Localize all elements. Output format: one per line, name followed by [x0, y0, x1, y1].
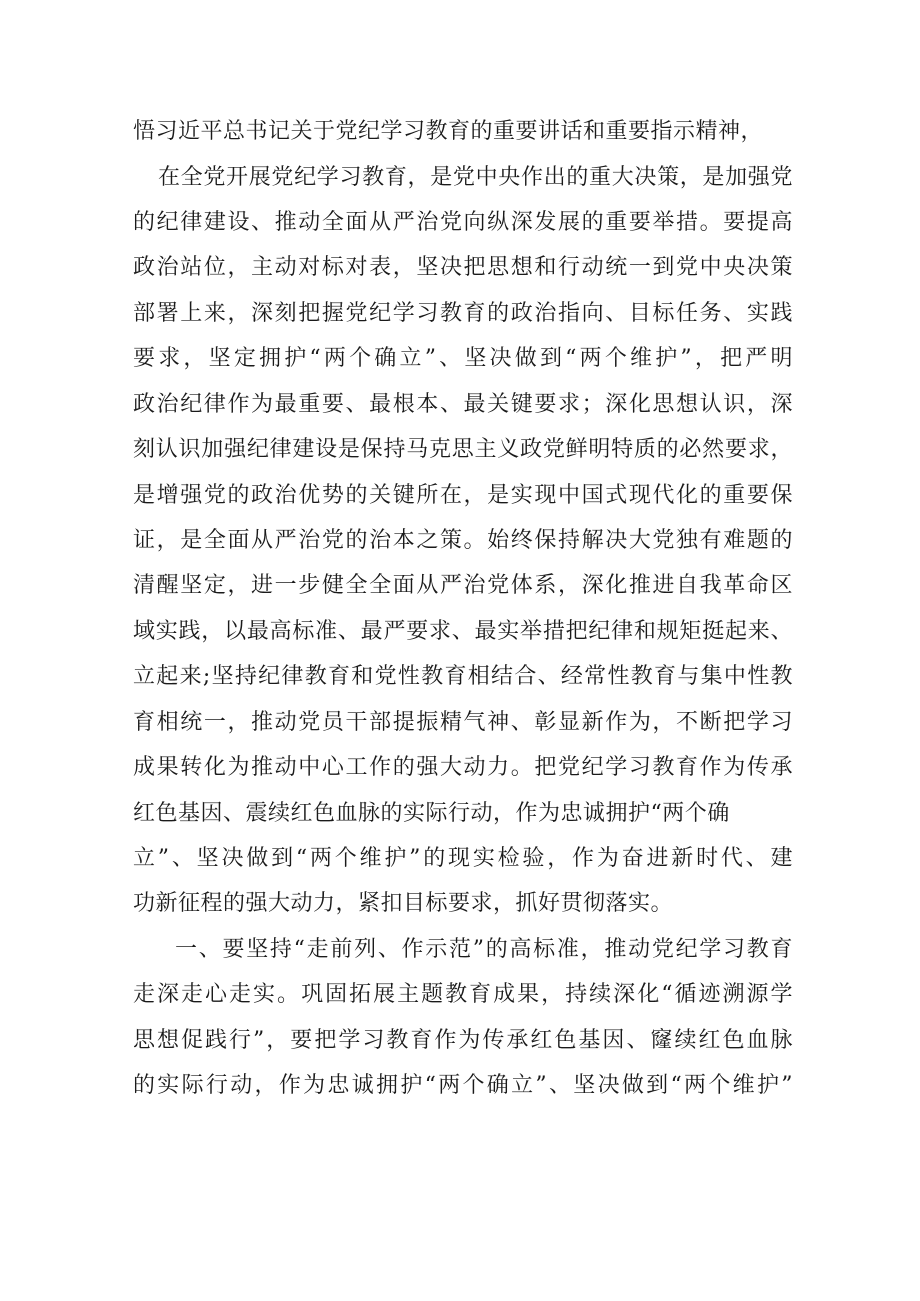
text-line: 是增强党的政治优势的关键所在，是实现中国式现代化的重要保 [133, 483, 793, 508]
text-line: 的纪律建设、推动全面从严治党向纵深发展的重要举措。要提高 [133, 210, 793, 235]
text-line: 证，是全面从严治党的治本之策。始终保持解决大党独有难题的 [133, 528, 793, 553]
text-line: 红色基因、震续红色血脉的实际行动，作为忠诚拥护“两个确 [133, 801, 730, 826]
paragraph-heading-line: 一、要坚持“走前列、作示范”的高标准，推动党纪学习教育 [175, 937, 793, 962]
text-line: 成果转化为推动中心工作的强大动力。把党纪学习教育作为传承 [133, 755, 793, 780]
text-line: 功新征程的强大动力，紧扣目标要求，抓好贯彻落实。 [133, 891, 674, 916]
text-line: 立起来;坚持纪律教育和党性教育相结合、经常性教育与集中性教 [133, 664, 793, 689]
text-line: 刻认识加强纪律建设是保持马克思主义政党鲜明特质的必然要求， [133, 437, 793, 462]
text-line: 政治纪律作为最重要、最根本、最关键要求；深化思想认识，深 [133, 392, 793, 417]
text-line: 走深走心走实。巩固拓展主题教育成果，持续深化“循迹溯源学 [133, 982, 793, 1007]
text-line: 政治站位，主动对标对表，坚决把思想和行动统一到党中央决策 [133, 255, 793, 280]
text-line: 育相统一，推动党员干部提振精气神、彰显新作为，不断把学习 [133, 710, 793, 735]
text-line: 要求，坚定拥护“两个确立”、坚决做到“两个维护”，把严明 [133, 346, 793, 371]
text-line: 思想促践行”，要把学习教育作为传承红色基因、窿续红色血脉 [133, 1028, 793, 1053]
text-line: 部署上来，深刻把握党纪学习教育的政治指向、目标任务、实践 [133, 301, 793, 326]
text-line: 悟习近平总书记关于党纪学习教育的重要讲话和重要指示精神， [133, 119, 764, 144]
text-line: 的实际行动，作为忠诚拥护“两个确立”、坚决做到“两个维护” [133, 1073, 793, 1098]
text-line: 在全党开展党纪学习教育，是党中央作出的重大决策，是加强党 [158, 165, 793, 190]
text-line: 清醒坚定，进一步健全全面从严治党体系，深化推进自我革命区 [133, 573, 793, 598]
text-line: 域实践，以最高标准、最严要求、最实举措把纪律和规矩挺起来、 [133, 619, 793, 644]
text-line: 立”、坚决做到“两个维护”的现实检验，作为奋进新时代、建 [133, 846, 793, 871]
